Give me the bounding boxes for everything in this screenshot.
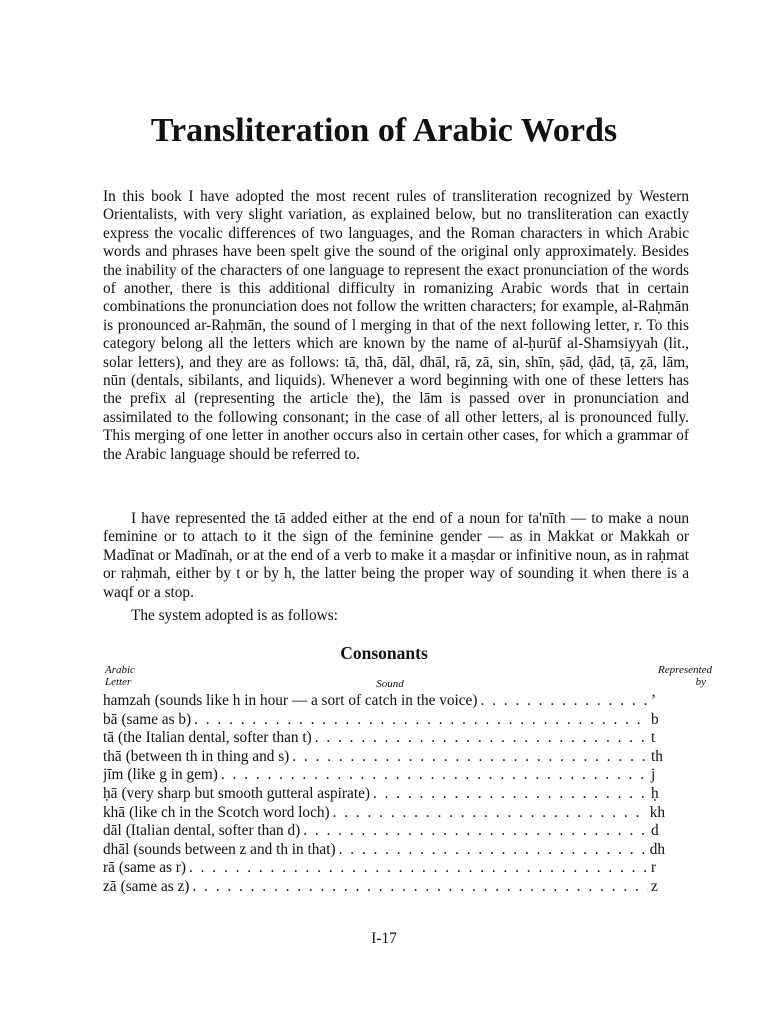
arabic-letter: ḥā <box>103 784 118 802</box>
dot-leader <box>300 822 648 841</box>
transliteration: z <box>651 877 658 895</box>
consonant-row <box>103 841 665 860</box>
dot-leader <box>189 878 648 897</box>
transliteration: kh <box>649 803 665 821</box>
column-header-arabic: Arabic <box>105 664 135 676</box>
arabic-letter: hamzah <box>103 692 151 709</box>
letter-sound: (sounds between z and th in that) <box>133 840 336 858</box>
intro-paragraph: In this book I have adopted the most recent rules of transliteration recognized by Western Orientalists, with very slight variation, as explained below, but no transliteration can exactly express the vocalic differences of two languages, and the Roman characters in which Arabic words and phrases have been spelt give the sound of the original only approximately. Besides the inability of the characters of one language to represent the exact pronunciation of the words of another, there is this additional difficulty in romanizing Arabic words that in certain combinations the pronunciation does not follow the written characters; for example, al-Raḥmān is pronounced ar-Raḥmān, the sound of l merging in that of the next following letter, r. To this category belong all the letters which are known by the name of al-ḥurūf al-Shamsiyyah (lit., solar letters), and they are as follows: tā, thā, dāl, dhāl, rā, zā, sin, shīn, ṣād, ḍād, ṭā, ẓā, lām, nūn (dentals, sibilants, and liquids). Whenever a word beginning with one of these letters has the prefix al (representing the article the), the lām is passed over in pronunciation and assimilated to the following consonant; in the case of all other letters, al is pronounced fully. This merging of one letter in another occurs also in certain other cases, for which a grammar of the Arabic language should be referred to. <box>103 188 689 463</box>
letter-sound: (same as z) <box>120 877 190 895</box>
arabic-letter: jīm <box>103 766 124 784</box>
dot-leader <box>336 841 647 860</box>
transliteration: t <box>651 729 656 747</box>
letter-sound: (very sharp but smooth gutteral aspirate) <box>121 784 370 802</box>
transliteration: b <box>651 710 659 728</box>
transliteration: ḥ <box>651 784 659 802</box>
dot-leader <box>370 785 648 804</box>
column-header-represented: Represented <box>658 664 712 676</box>
letter-sound: (between th in thing and s) <box>125 747 290 765</box>
letter-sound: (sounds like h in hour — a sort of catch in the voice) <box>154 692 478 709</box>
dot-leader <box>312 729 648 748</box>
column-header-by: by <box>695 676 706 688</box>
letter-sound: (like ch in the Scotch word loch) <box>129 803 330 821</box>
transliteration: dh <box>649 840 665 858</box>
consonant-row <box>103 711 665 730</box>
letter-sound: (the Italian dental, softer than t) <box>118 729 312 747</box>
letter-sound: (same as r) <box>118 859 186 877</box>
letter-sound: (Italian dental, softer than d) <box>125 822 301 840</box>
consonant-row <box>103 878 665 897</box>
dot-leader <box>289 748 648 767</box>
arabic-letter: zā <box>103 877 117 895</box>
consonant-row <box>103 729 665 748</box>
letter-sound: (like g in gem) <box>127 766 218 784</box>
dot-leader <box>330 804 647 823</box>
page-title: Transliteration of Arabic Words <box>150 112 618 149</box>
consonant-row <box>103 692 665 711</box>
page-number: I-17 <box>371 930 397 947</box>
consonants-table <box>103 692 665 897</box>
column-header-represented-by <box>600 664 712 688</box>
consonant-row <box>103 748 665 767</box>
transliteration: ’ <box>651 692 657 709</box>
arabic-letter: dhāl <box>103 840 130 858</box>
consonant-row <box>103 804 665 823</box>
letter-sound: (same as b) <box>121 710 192 728</box>
arabic-letter: rā <box>103 859 115 877</box>
arabic-letter: khā <box>103 803 126 821</box>
dot-leader <box>477 692 648 711</box>
column-header-sound: Sound <box>376 678 404 690</box>
arabic-letter: bā <box>103 710 118 728</box>
consonant-row <box>103 822 665 841</box>
column-header-arabic-letter <box>105 664 135 688</box>
arabic-letter: tā <box>103 729 115 747</box>
consonant-row <box>103 766 665 785</box>
transliteration: th <box>651 747 663 765</box>
consonants-heading: Consonants <box>340 643 428 663</box>
dot-leader <box>218 766 648 785</box>
ta-marbuta-paragraph: I have represented the tā added either at the end of a noun for ta'nīth — to make a noun feminine or to attach to it the sign of the feminine gender — as in Makkat or Makkah or Madīnat or Madīnah, or at the end of a verb to make it a maṣdar or infinitive noun, as in raḥmat or raḥmah, either by t or by h, the latter being the proper way of sounding it when there is a waqf or a stop. <box>103 510 689 601</box>
dot-leader <box>191 711 648 730</box>
dot-leader <box>186 859 648 878</box>
transliteration: r <box>651 859 657 877</box>
transliteration: d <box>651 822 659 840</box>
column-header-letter: Letter <box>105 676 132 688</box>
consonant-row <box>103 859 665 878</box>
system-intro-paragraph: The system adopted is as follows: <box>131 607 338 624</box>
arabic-letter: thā <box>103 747 122 765</box>
transliteration: j <box>651 766 656 784</box>
arabic-letter: dāl <box>103 822 122 840</box>
consonant-row <box>103 785 665 804</box>
